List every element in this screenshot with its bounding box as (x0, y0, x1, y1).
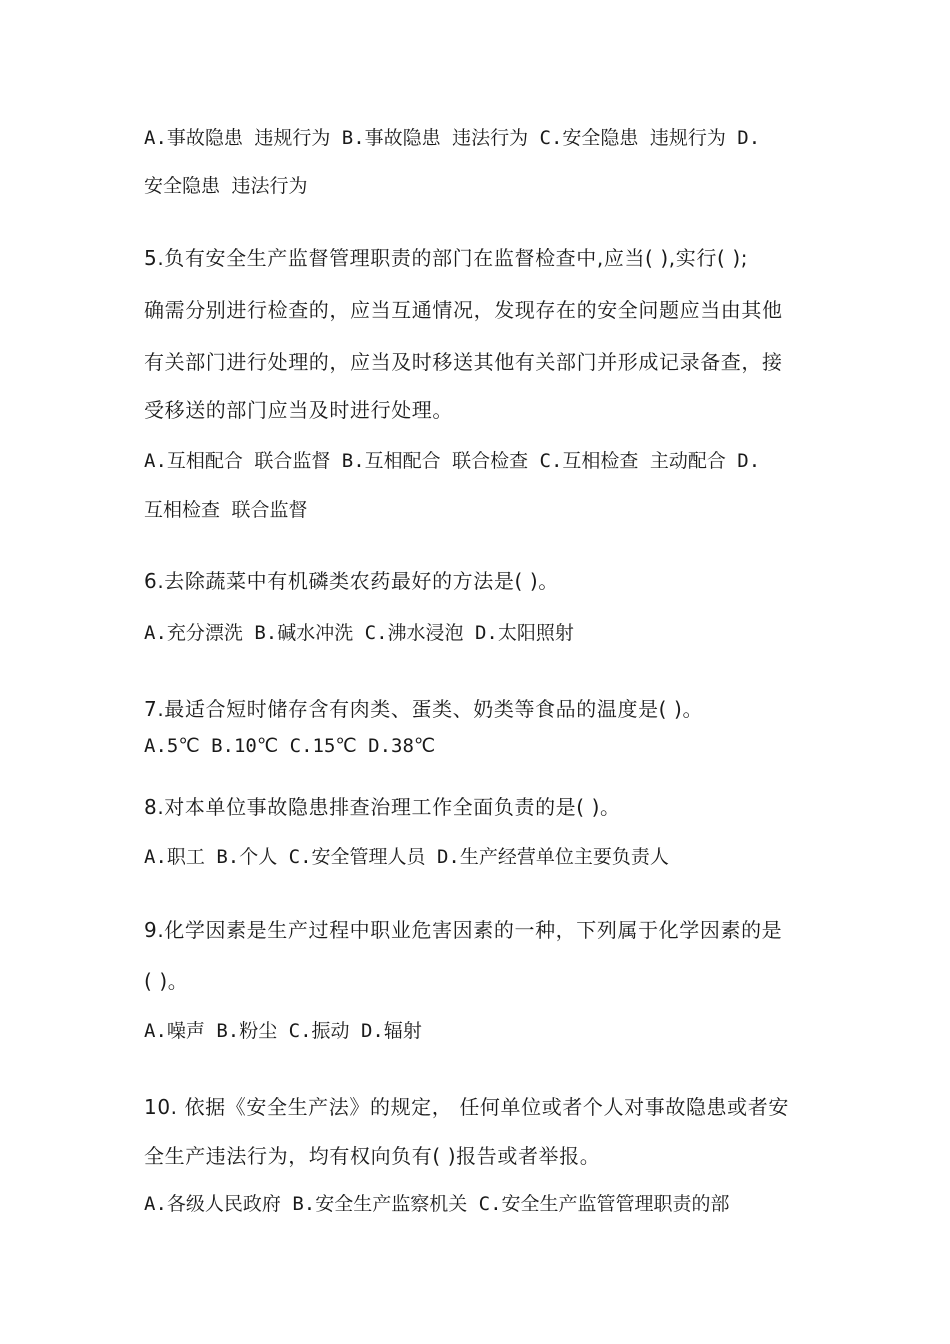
q5-options-line-1: A.互相配合 联合监督 B.互相配合 联合检查 C.互相检查 主动配合 D. (144, 450, 761, 472)
q6-text: 6.去除蔬菜中有机磷类农药最好的方法是( )。 (144, 569, 559, 593)
q10-text-line-1: 10. 依据《安全生产法》的规定， 任何单位或者个人对事故隐患或者安 (144, 1095, 789, 1119)
q9-options: A.噪声 B.粉尘 C.振动 D.辐射 (144, 1020, 422, 1042)
q5-text-line-2: 确需分别进行检查的，应当互通情况，发现存在的安全问题应当由其他 (144, 298, 783, 322)
q10-text-line-2: 全生产违法行为，均有权向负有( )报告或者举报。 (144, 1144, 601, 1168)
q7-options: A.5℃ B.10℃ C.15℃ D.38℃ (144, 735, 436, 757)
q9-text-line-1: 9.化学因素是生产过程中职业危害因素的一种，下列属于化学因素的是 (144, 918, 783, 942)
q5-options-line-2: 互相检查 联合监督 (144, 499, 308, 521)
q4-options-line-1: A.事故隐患 违规行为 B.事故隐患 违法行为 C.安全隐患 违规行为 D. (144, 127, 761, 149)
q4-options-line-2: 安全隐患 违法行为 (144, 175, 308, 197)
q5-text-line-1: 5.负有安全生产监督管理职责的部门在监督检查中,应当( ),实行( ); (144, 246, 749, 270)
q9-text-line-2: ( )。 (144, 969, 189, 993)
q8-text: 8.对本单位事故隐患排查治理工作全面负责的是( )。 (144, 795, 621, 819)
q5-text-line-4: 受移送的部门应当及时进行处理。 (144, 398, 453, 422)
q10-options-line-1: A.各级人民政府 B.安全生产监察机关 C.安全生产监管管理职责的部 (144, 1193, 730, 1215)
q7-text: 7.最适合短时储存含有肉类、蛋类、奶类等食品的温度是( )。 (144, 697, 704, 721)
q5-text-line-3: 有关部门进行处理的，应当及时移送其他有关部门并形成记录备查，接 (144, 350, 783, 374)
q8-options: A.职工 B.个人 C.安全管理人员 D.生产经营单位主要负责人 (144, 846, 669, 868)
q6-options: A.充分漂洗 B.碱水冲洗 C.沸水浸泡 D.太阳照射 (144, 622, 574, 644)
